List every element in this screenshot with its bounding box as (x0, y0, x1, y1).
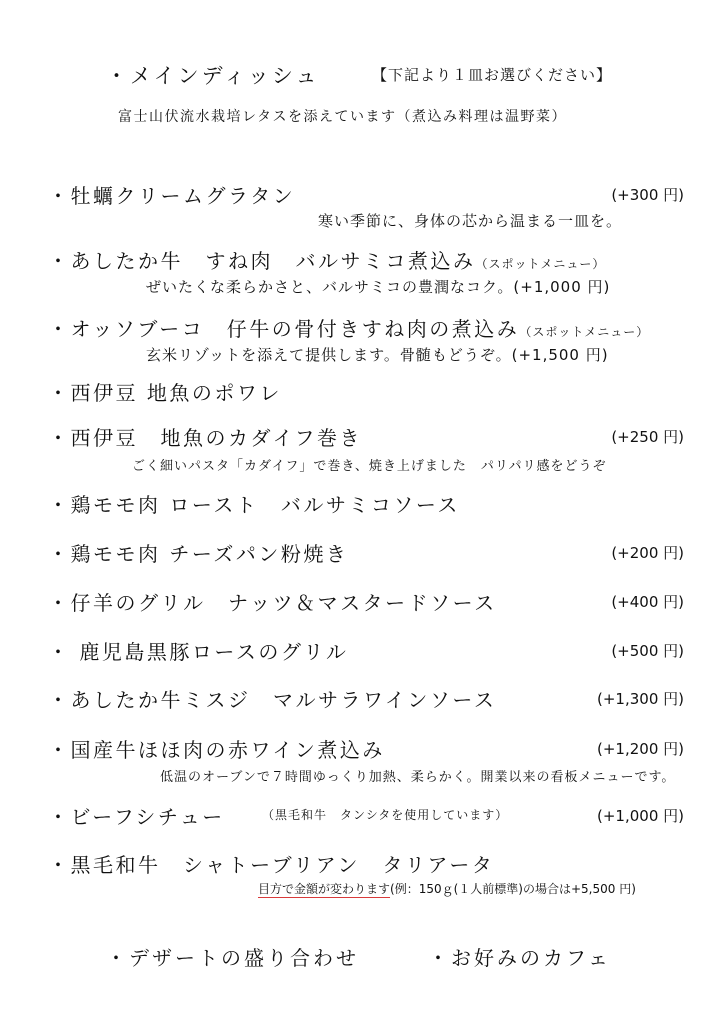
item-name: ・鶏モモ肉 ロースト バルサミコソース (48, 493, 460, 517)
item-name: ・オッソブーコ 仔牛の骨付きすね肉の煮込み (48, 317, 520, 341)
item-description: ぜいたくな柔らかさと、バルサミコの豊潤なコク。(+1,000 円) (146, 278, 611, 296)
item-note: （スポットメニュー） (519, 325, 650, 339)
item-name: ・西伊豆 地魚のカダイフ巻き (48, 426, 362, 450)
dessert-item: ・デザートの盛り合わせ (106, 946, 359, 970)
item-name: ・黒毛和牛 シャトーブリアン タリアータ (48, 853, 495, 877)
item-price: (+500 円) (611, 642, 684, 660)
price-example-note: (例：150ｇ(１人前標準)の場合は+5,500 円) (390, 882, 636, 896)
item-price: (+200 円) (611, 544, 684, 562)
selection-instruction: 【下記より１皿お選びください】 (372, 66, 613, 84)
subtitle: 富士山伏流水栽培レタスを添えています（煮込み料理は温野菜） (118, 109, 567, 125)
item-price: (+250 円) (611, 428, 684, 446)
item-name: ・あしたか牛 すね肉 バルサミコ煮込み (48, 249, 476, 273)
item-name: ・鶏モモ肉 チーズパン粉焼き (48, 542, 349, 566)
item-name: ・西伊豆 地魚のポワレ (48, 381, 282, 405)
item-description: 玄米リゾットを添えて提供します。骨髄もどうぞ。(+1,500 円) (146, 346, 609, 364)
item-name: ・あしたか牛ミスジ マルサラワインソース (48, 688, 497, 712)
item-price: (+400 円) (611, 593, 684, 611)
price-varies-note: 目方で金額が変わります (258, 882, 391, 896)
item-name: ・ 鹿児島黒豚ロースのグリル (48, 640, 349, 664)
item-price: (+1,200 円) (597, 740, 684, 758)
item-name: ・国産牛ほほ肉の赤ワイン煮込み (48, 738, 385, 762)
section-title: ・メインディッシュ (106, 64, 320, 88)
item-note: （スポットメニュー） (475, 257, 606, 271)
item-price: (+1,300 円) (597, 690, 684, 708)
item-note: （黒毛和牛 タンシタを使用しています） (262, 808, 509, 822)
cafe-item: ・お好みのカフェ (428, 946, 611, 970)
item-name: ・仔羊のグリル ナッツ＆マスタードソース (48, 591, 497, 615)
item-description: ごく細いパスタ「カダイフ」で巻き、焼き上げました パリパリ感をどうぞ (132, 459, 607, 474)
item-price: (+300 円) (611, 186, 684, 204)
item-price: (+1,000 円) (597, 807, 684, 825)
item-description: 低温のオーブンで７時間ゆっくり加熱、柔らかく。開業以来の看板メニューです。 (160, 770, 676, 785)
item-description: 寒い季節に、身体の芯から温まる一皿を。 (318, 212, 623, 230)
item-name: ・牡蠣クリームグラタン (48, 184, 296, 208)
item-name: ・ビーフシチュー (48, 805, 225, 829)
